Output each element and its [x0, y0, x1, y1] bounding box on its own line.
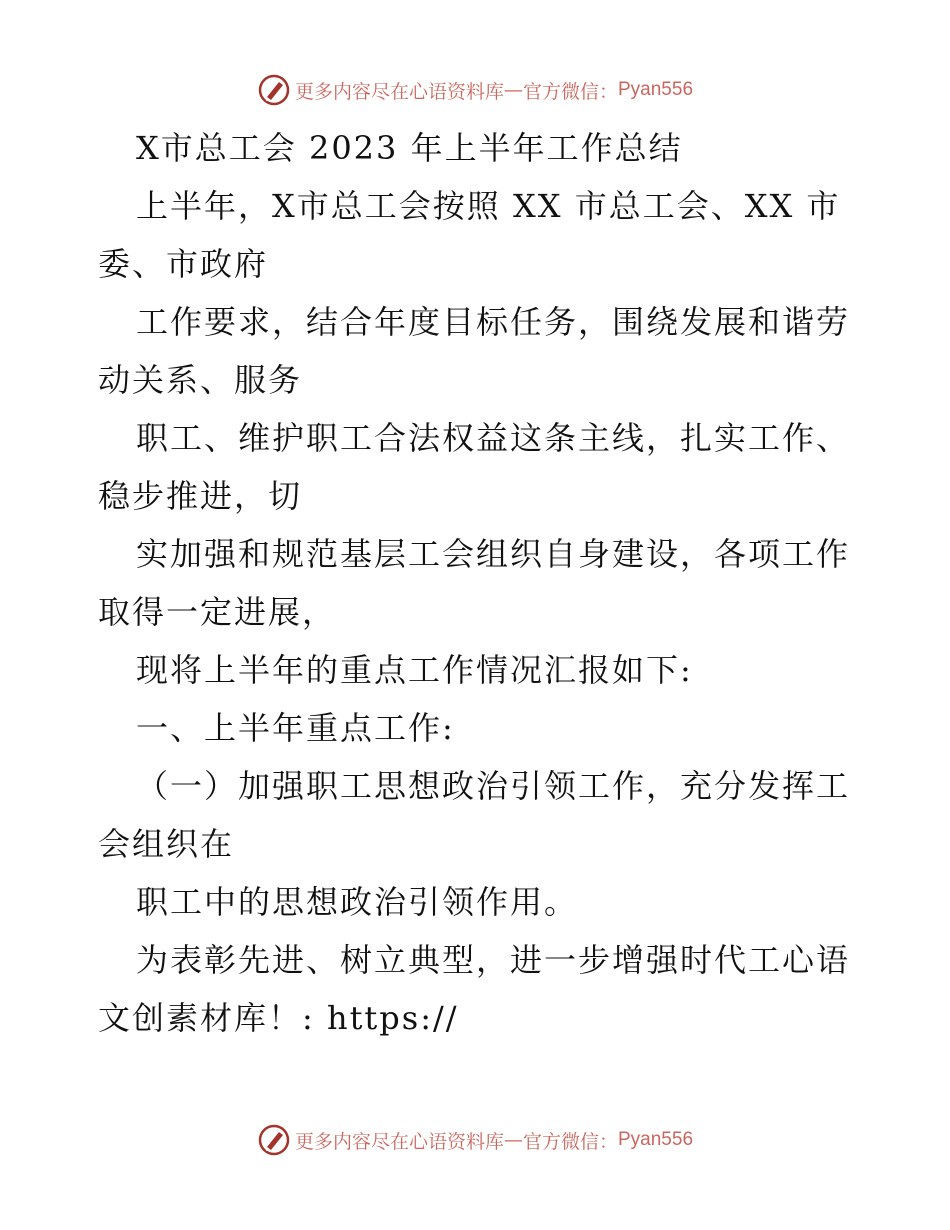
- banner-label: 官方微信：: [522, 1130, 618, 1153]
- paragraph-line: 委、市政府: [98, 245, 269, 283]
- paragraph-line: 取得一定进展，: [98, 593, 337, 631]
- paragraph-line: 为表彰先进、树立典型，进一步增强时代工心语: [136, 941, 851, 979]
- banner-wechat-id: Pyan556: [618, 1129, 694, 1150]
- header-banner: [0, 70, 950, 110]
- subsection-heading: （一）加强职工思想政治引领工作，充分发挥工: [136, 767, 851, 805]
- paragraph-line: 工作要求，结合年度目标任务，围绕发展和谐劳: [136, 303, 851, 341]
- paragraph-line: 文创素材库！: https://: [98, 999, 459, 1037]
- paragraph-line: 上半年，X市总工会按照 XX 市总工会、XX 市: [136, 187, 841, 225]
- pen-logo-icon: [257, 73, 291, 107]
- banner-text: 更多内容尽在心语资料库: [294, 80, 504, 103]
- paragraph-line: 动关系、服务: [98, 361, 303, 399]
- banner-label: 官方微信：: [522, 80, 618, 103]
- paragraph-line: 现将上半年的重点工作情况汇报如下:: [136, 651, 693, 689]
- banner-separator: —: [503, 1129, 523, 1151]
- paragraph-line: 会组织在: [98, 825, 235, 863]
- banner-wechat-id: Pyan556: [618, 79, 694, 100]
- document-body: [98, 119, 858, 1047]
- paragraph-line: 稳步推进，切: [98, 477, 303, 515]
- pen-logo-icon: [257, 1123, 291, 1157]
- section-heading: 一、上半年重点工作:: [136, 709, 455, 747]
- document-title: X市总工会 2023 年上半年工作总结: [136, 129, 683, 167]
- banner-text: 更多内容尽在心语资料库: [294, 1130, 504, 1153]
- paragraph-line: 职工、维护职工合法权益这条主线，扎实工作、: [136, 419, 851, 457]
- paragraph-line: 职工中的思想政治引领作用。: [136, 883, 579, 921]
- paragraph-line: 实加强和规范基层工会组织自身建设，各项工作: [136, 535, 851, 573]
- footer-banner: [0, 1120, 950, 1160]
- banner-separator: —: [503, 79, 523, 101]
